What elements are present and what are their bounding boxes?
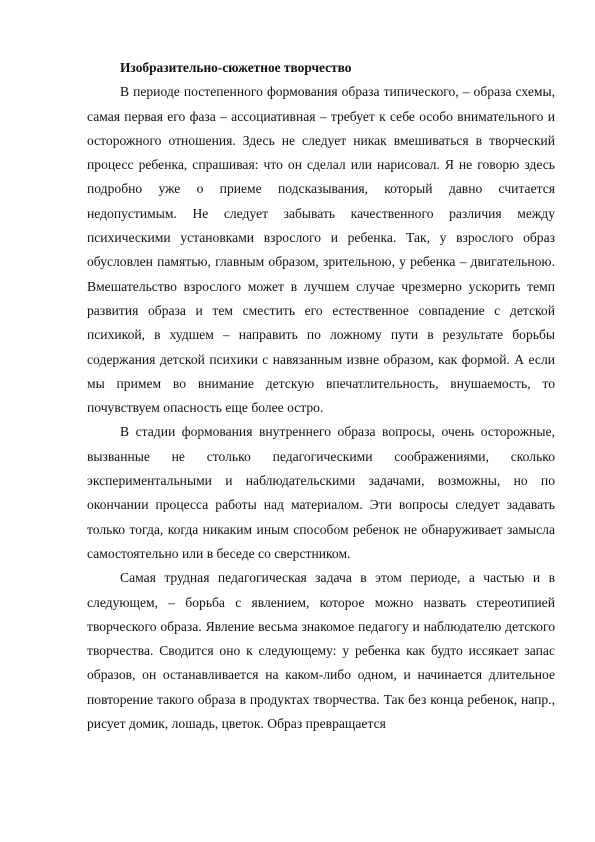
document-body (87, 56, 555, 736)
paragraph-2: В стадии формования внутреннего образа вопросы, очень осторожные, вызванные не столько педагогическими соображениями, сколько экспериментальными и наблюдательскими задачами, возможны, но по окончании процесса работы над материалом. Эти вопросы следует задавать только тогда, когда никаким иным способом ребенок не обнаруживает замысла самостоятельно или в беседе со сверстником. (87, 424, 555, 561)
document-heading: Изобразительно-сюжетное творчество (120, 60, 352, 75)
paragraph-1: В периоде постепенного формования образа типического, – образа схемы, самая первая его фаза – ассоциативная – требует к себе особо внимательного и осторожного отношения. Здесь не следует никак вмешиваться в творческий процесс ребенка, спрашивая: что он сделал или нарисовал. Я не говорю здесь подробно уже о приеме подсказывания, который давно считается недопустимым. Не следует забывать качественного различия между психическими установками взрослого и ребенка. Так, у взрослого образ обусловлен памятью, главным образом, зрительною, у ребенка – двигательною. Вмешательство взрослого может в лучшем случае чрезмерно ускорить темп развития образа и тем сместить его естественное совпадение с детской психикой, в худшем – направить по ложному пути в результате борьбы содержания детской психики с навязанным извне образом, как формой. А если мы примем во внимание детскую впечатлительность, внушаемость, то почувствуем опасность еще более остро. (87, 84, 555, 416)
paragraph-3: Самая трудная педагогическая задача в этом периоде, а частью и в следующем, – борьба с явлением, которое можно назвать стереотипией творческого образа. Явление весьма знакомое педагогу и наблюдателю детского творчества. Сводится оно к следующему: у ребенка как будто иссякает запас образов, он останавливается на каком-либо одном, и начинается длительное повторение такого образа в продуктах творчества. Так без конца ребенок, напр., рисует домик, лошадь, цветок. Образ превращается (87, 570, 555, 732)
